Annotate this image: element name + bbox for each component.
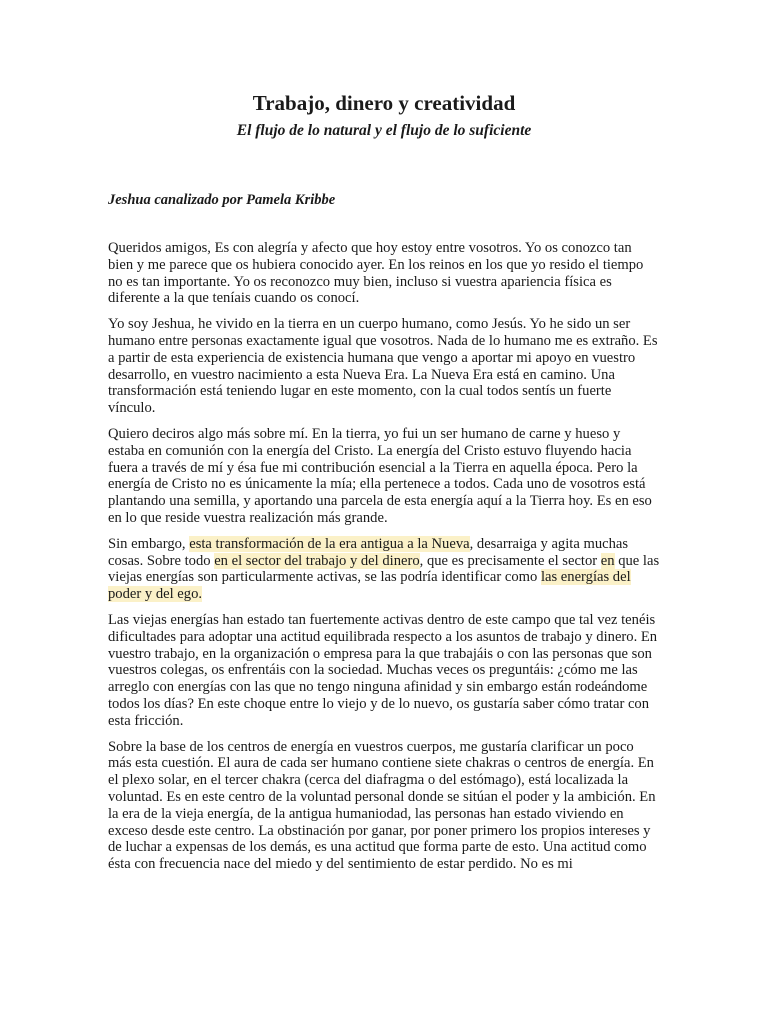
paragraph-1: Queridos amigos, Es con alegría y afecto que hoy estoy entre vosotros. Yo os conozco tan bien y me parece que os hubiera conocido ayer. En los reinos en los que yo resido el tiempo no es tan importante. Yo os reconozco muy bien, incluso si vuestra apariencia física es diferente a la que teníais cuando os conocí. <box>108 240 644 307</box>
document-subtitle: El flujo de lo natural y el flujo de lo suficiente <box>236 122 532 139</box>
paragraph-2: Yo soy Jeshua, he vivido en la tierra en un cuerpo humano, como Jesús. Yo he sido un ser humano entre personas exactamente igual que vosotros. Nada de lo humano me es extraño. Es a partir de esta experiencia de existencia humana que vengo a aportar mi apoyo en vuestro desarrollo, en vuestro nacimiento a esta Nueva Era. La Nueva Era está en camino. Una transformación está teniendo lugar en este momento, con la cual todos sentís un fuerte vínculo. <box>108 316 658 417</box>
paragraph-4-segment: que las viejas energías son particularmente activas, se las podría identificar como <box>108 552 660 586</box>
document-title: Trabajo, dinero y creatividad <box>252 91 516 115</box>
highlighted-text: en <box>600 552 615 569</box>
highlighted-text: esta transformación de la era antigua a la Nueva <box>189 535 470 552</box>
highlighted-text: las energías del poder y del ego. <box>108 569 631 603</box>
paragraph-4-segment: , que es precisamente el sector <box>419 552 601 569</box>
paragraph-5: Las viejas energías han estado tan fuertemente activas dentro de este campo que tal vez tenéis dificultades para adoptar una actitud equilibrada respecto a los asuntos de trabajo y dinero. En vuestro trabajo, en la organización o empresa para la que trabajáis o con las personas que son vuestros colegas, os enfrentáis con la sociedad. Muchas veces os preguntáis: ¿cómo me las arreglo con energías con las que no tengo ninguna afinidad y sin embargo están rodeándome todos los días? En este choque entre lo viejo y de lo nuevo, os gustaría saber cómo tratar con esta fricción. <box>108 611 658 729</box>
paragraph-4-segment: Sin embargo, <box>108 535 190 552</box>
paragraph-4-segment: , desarraiga y agita muchas cosas. Sobre todo <box>108 535 629 569</box>
document-page <box>108 88 660 882</box>
document-body <box>108 240 660 873</box>
paragraph-3: Quiero deciros algo más sobre mí. En la tierra, yo fui un ser humano de carne y hueso y estaba en comunión con la energía del Cristo. La energía del Cristo estuvo fluyendo hacia fuera a través de mí y ésa fue mi contribución esencial a la Tierra en aquella época. Pero la energía de Cristo no es únicamente la mía; ella pertenece a todos. Cada uno de vosotros está plantando una semilla, y aportando una parcela de esta energía aquí a la Tierra hoy. Es en eso en lo que reside vuestra realización más grande. <box>108 425 652 526</box>
paragraph-6: Sobre la base de los centros de energía en vuestros cuerpos, me gustaría clarificar un poco más esta cuestión. El aura de cada ser humano contiene siete chakras o centros de energía. En el plexo solar, en el tercer chakra (cerca del diafragma o del estómago), está localizada la voluntad. Es en este centro de la voluntad personal donde se sitúan el poder y la ambición. En la era de la vieja energía, de la antigua humaniodad, las personas han estado viviendo en exceso desde este centro. La obstinación por ganar, por poner primero los propios intereses y de luchar a expensas de los demás, es una actitud que forma parte de esto. Una actitud como ésta con frecuencia nace del miedo y del sentimiento de estar perdido. No es mi <box>108 738 656 873</box>
document-author: Jeshua canalizado por Pamela Kribbe <box>108 192 336 208</box>
highlighted-text: en el sector del trabajo y del dinero <box>214 552 420 569</box>
paragraph-4 <box>108 536 660 603</box>
